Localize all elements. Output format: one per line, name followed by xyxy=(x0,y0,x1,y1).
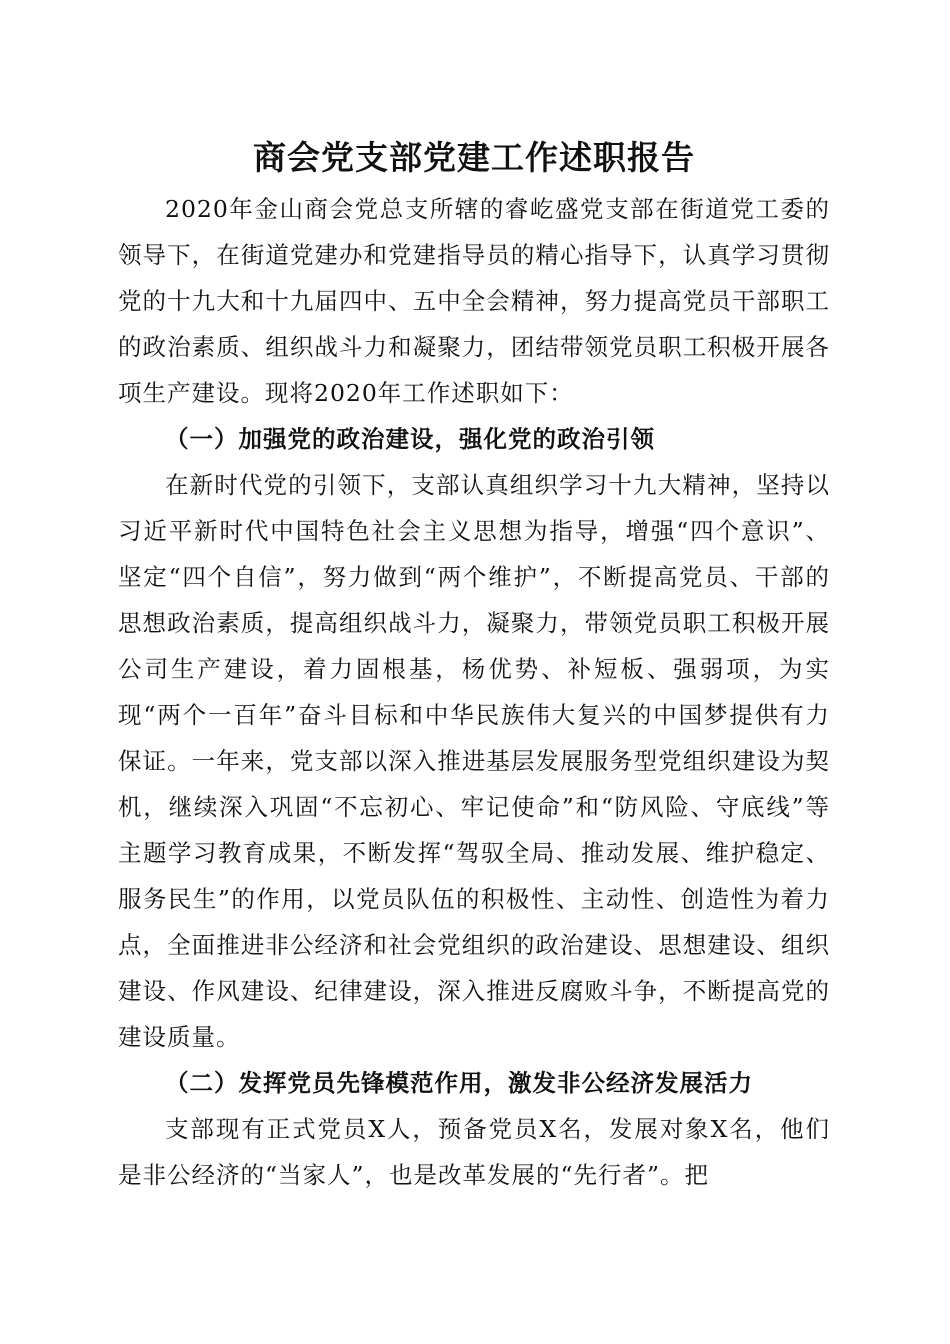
section-2-body: 支部现有正式党员X人，预备党员X名，发展对象X名，他们是非公经济的“当家人”，也是改革发展的“先行者”。把 xyxy=(118,1115,830,1189)
section-2-heading: （二）发挥党员先锋模范作用，激发非公经济发展活力 xyxy=(165,1069,753,1097)
document-page xyxy=(118,130,830,1198)
section-1-body: 在新时代党的引领下，支部认真组织学习十九大精神，坚持以习近平新时代中国特色社会主义思想为指导，增强“四个意识”、坚定“四个自信”，努力做到“两个维护”，不断提高党员、干部的思想政治素质，提高组织战斗力，凝聚力，带领党员职工积极开展公司生产建设，着力固根基，杨优势、补短板、强弱项，为实现“两个一百年”奋斗目标和中华民族伟大复兴的中国梦提供有力保证。一年来，党支部以深入推进基层发展服务型党组织建设为契机，继续深入巩固“不忘初心、牢记使命”和“防风险、守底线”等主题学习教育成果，不断发挥“驾驭全局、推动发展、维护稳定、服务民生”的作用，以党员队伍的积极性、主动性、创造性为着力点，全面推进非公经济和社会党组织的政治建设、思想建设、组织建设、作风建设、纪律建设，深入推进反腐败斗争，不断提高党的建设质量。 xyxy=(118,471,830,1051)
section-1-heading: （一）加强党的政治建设，强化党的政治引领 xyxy=(165,425,655,453)
intro-paragraph: 2020年金山商会党总支所辖的睿屹盛党支部在街道党工委的领导下，在街道党建办和党建指导员的精心指导下，认真学习贯彻党的十九大和十九届四中、五中全会精神，努力提高党员干部职工的政治素质、组织战斗力和凝聚力，团结带领党员职工积极开展各项生产建设。现将2020年工作述职如下： xyxy=(118,195,830,407)
document-title: 商会党支部党建工作述职报告 xyxy=(253,138,695,177)
